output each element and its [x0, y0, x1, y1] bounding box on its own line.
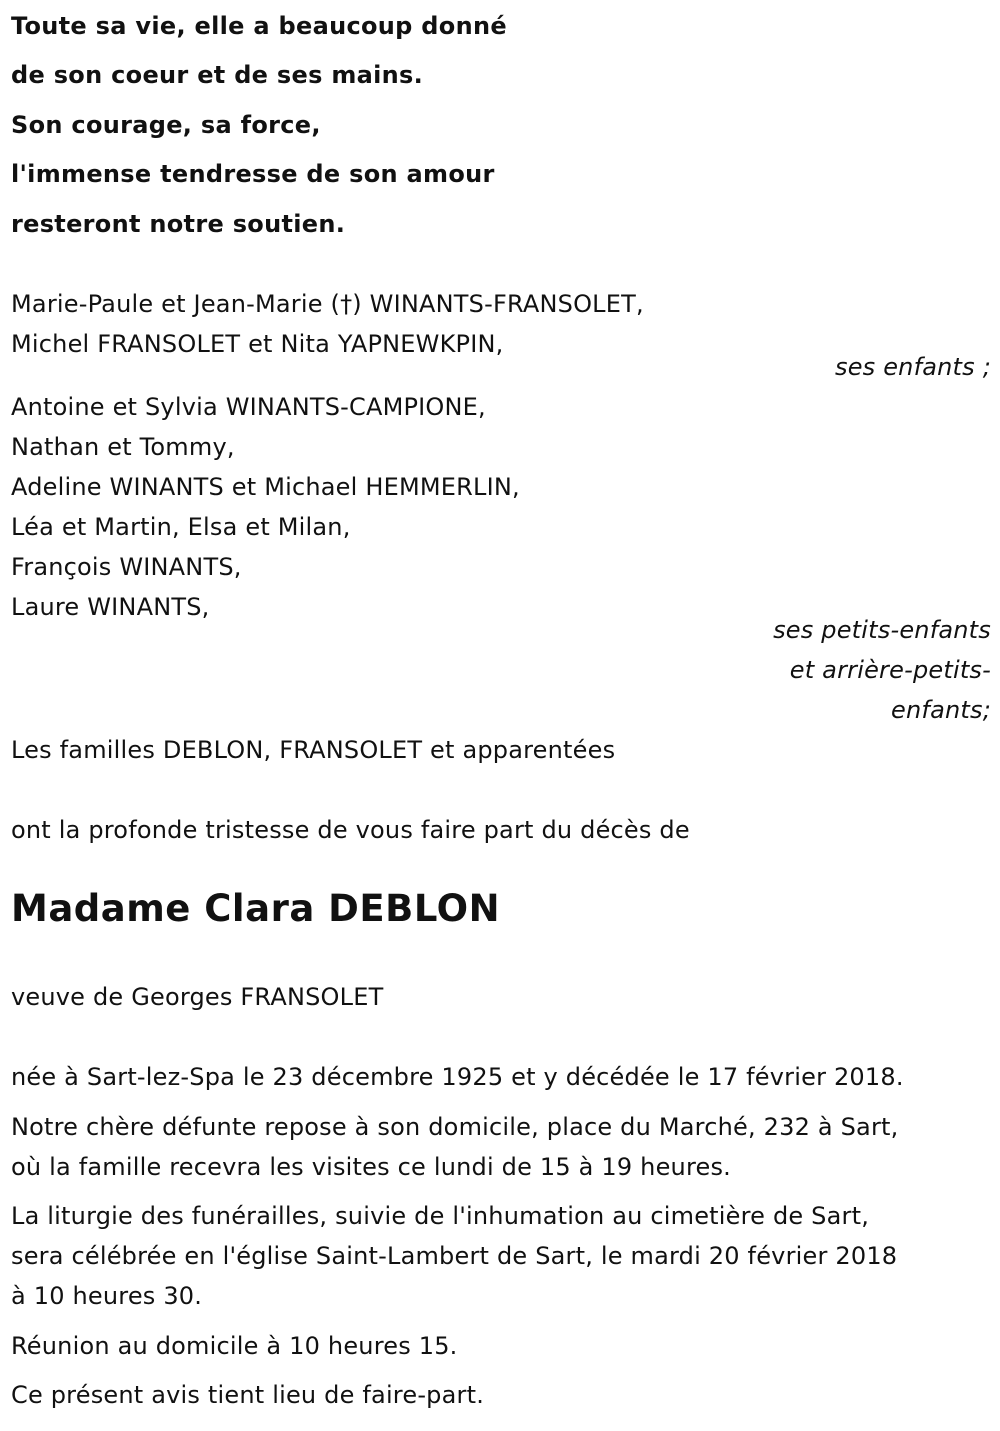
child-name: Michel FRANSOLET et Nita YAPNEWKPIN, — [11, 330, 504, 358]
announcement-line: ont la profonde tristesse de vous faire part du décès de — [11, 816, 690, 844]
grandchild-name: Antoine et Sylvia WINANTS-CAMPIONE, — [11, 393, 486, 421]
grandchild-name: Laure WINANTS, — [11, 593, 210, 621]
grandchildren-label: et arrière-petits- — [789, 656, 991, 684]
deceased-name: Madame Clara DEBLON — [11, 887, 501, 930]
grandchild-name: Nathan et Tommy, — [11, 433, 235, 461]
poem-line: de son coeur et de ses mains. — [11, 61, 424, 89]
widow-of-line: veuve de Georges FRANSOLET — [11, 983, 384, 1011]
families-line: Les familles DEBLON, FRANSOLET et apparentées — [11, 736, 616, 764]
detail-line: née à Sart-lez-Spa le 23 décembre 1925 et y décédée le 17 février 2018. — [11, 1063, 904, 1091]
detail-line: Réunion au domicile à 10 heures 15. — [11, 1332, 458, 1360]
poem-line: resteront notre soutien. — [11, 210, 346, 238]
children-label: ses enfants ; — [835, 353, 991, 381]
grandchild-name: Adeline WINANTS et Michael HEMMERLIN, — [11, 473, 520, 501]
poem-line: l'immense tendresse de son amour — [11, 160, 495, 188]
grandchild-name: François WINANTS, — [11, 553, 242, 581]
child-name: Marie-Paule et Jean-Marie (†) WINANTS-FRANSOLET, — [11, 290, 644, 318]
grandchildren-label: enfants; — [891, 696, 991, 724]
detail-line: La liturgie des funérailles, suivie de l'inhumation au cimetière de Sart, — [11, 1202, 870, 1230]
detail-line: sera célébrée en l'église Saint-Lambert de Sart, le mardi 20 février 2018 — [11, 1242, 898, 1270]
detail-line: à 10 heures 30. — [11, 1282, 203, 1310]
grandchild-name: Léa et Martin, Elsa et Milan, — [11, 513, 351, 541]
obituary-notice — [11, 0, 991, 1431]
poem-line: Son courage, sa force, — [11, 111, 321, 139]
detail-line: où la famille recevra les visites ce lundi de 15 à 19 heures. — [11, 1153, 731, 1181]
grandchildren-label: ses petits-enfants — [773, 616, 991, 644]
detail-line: Ce présent avis tient lieu de faire-part. — [11, 1381, 485, 1409]
detail-line: Notre chère défunte repose à son domicile, place du Marché, 232 à Sart, — [11, 1113, 899, 1141]
poem-line: Toute sa vie, elle a beaucoup donné — [11, 12, 507, 40]
